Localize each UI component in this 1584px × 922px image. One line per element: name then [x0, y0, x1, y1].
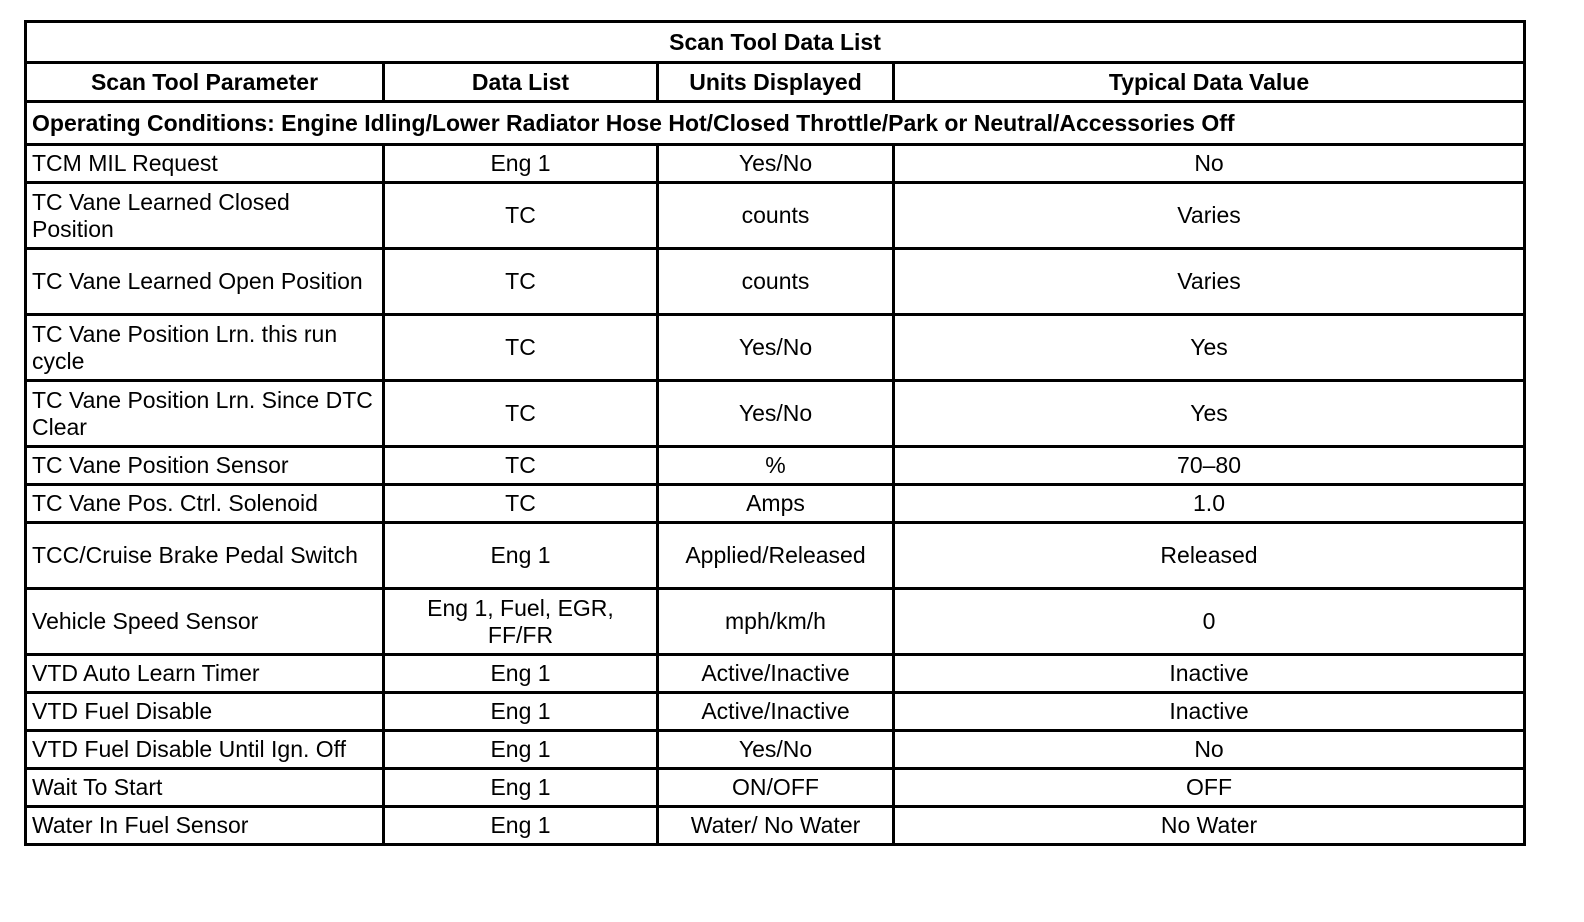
cell-data-list: TC: [384, 249, 658, 315]
cell-units: Yes/No: [658, 381, 894, 447]
table-row: [26, 249, 1525, 315]
table-row: [26, 183, 1525, 249]
cell-units: mph/km/h: [658, 589, 894, 655]
cell-parameter: TC Vane Position Sensor: [26, 447, 384, 485]
cell-typical-value: No: [894, 145, 1525, 183]
cell-data-list: TC: [384, 315, 658, 381]
table-row: [26, 381, 1525, 447]
cell-units: ON/OFF: [658, 769, 894, 807]
cell-typical-value: No: [894, 731, 1525, 769]
cell-data-list: TC: [384, 183, 658, 249]
table-row: [26, 769, 1525, 807]
cell-units: Yes/No: [658, 731, 894, 769]
table-title: Scan Tool Data List: [26, 22, 1525, 63]
cell-units: counts: [658, 249, 894, 315]
cell-typical-value: 0: [894, 589, 1525, 655]
cell-typical-value: Released: [894, 523, 1525, 589]
operating-conditions-row: [26, 102, 1525, 145]
cell-typical-value: Inactive: [894, 693, 1525, 731]
cell-units: Yes/No: [658, 145, 894, 183]
table-header-row: [26, 63, 1525, 102]
cell-units: Amps: [658, 485, 894, 523]
cell-data-list: Eng 1: [384, 731, 658, 769]
cell-typical-value: Varies: [894, 249, 1525, 315]
cell-parameter: TC Vane Position Lrn. Since DTC Clear: [26, 381, 384, 447]
cell-data-list: TC: [384, 381, 658, 447]
scan-tool-data-table: [24, 20, 1526, 846]
table-row: [26, 145, 1525, 183]
header-data-list: Data List: [384, 63, 658, 102]
cell-units: Yes/No: [658, 315, 894, 381]
cell-parameter: Wait To Start: [26, 769, 384, 807]
cell-data-list: Eng 1: [384, 523, 658, 589]
cell-parameter: VTD Auto Learn Timer: [26, 655, 384, 693]
table-row: [26, 655, 1525, 693]
cell-typical-value: Inactive: [894, 655, 1525, 693]
cell-data-list: Eng 1: [384, 145, 658, 183]
operating-conditions: Operating Conditions: Engine Idling/Lower Radiator Hose Hot/Closed Throttle/Park or Neutral/Accessories Off: [26, 102, 1525, 145]
cell-parameter: VTD Fuel Disable Until Ign. Off: [26, 731, 384, 769]
table-row: [26, 693, 1525, 731]
cell-units: Active/Inactive: [658, 655, 894, 693]
cell-data-list: Eng 1: [384, 807, 658, 845]
cell-parameter: TC Vane Pos. Ctrl. Solenoid: [26, 485, 384, 523]
table-title-row: [26, 22, 1525, 63]
cell-parameter: TCM MIL Request: [26, 145, 384, 183]
cell-data-list: Eng 1: [384, 693, 658, 731]
cell-typical-value: No Water: [894, 807, 1525, 845]
header-units-displayed: Units Displayed: [658, 63, 894, 102]
cell-typical-value: Varies: [894, 183, 1525, 249]
cell-parameter: VTD Fuel Disable: [26, 693, 384, 731]
cell-units: counts: [658, 183, 894, 249]
cell-parameter: Vehicle Speed Sensor: [26, 589, 384, 655]
table-row: [26, 485, 1525, 523]
cell-data-list: TC: [384, 447, 658, 485]
cell-units: Applied/Released: [658, 523, 894, 589]
table-row: [26, 807, 1525, 845]
cell-data-list: Eng 1, Fuel, EGR, FF/FR: [384, 589, 658, 655]
cell-parameter: TC Vane Learned Open Position: [26, 249, 384, 315]
cell-parameter: TCC/Cruise Brake Pedal Switch: [26, 523, 384, 589]
table-row: [26, 523, 1525, 589]
header-scan-tool-parameter: Scan Tool Parameter: [26, 63, 384, 102]
document-page: [24, 20, 1523, 846]
cell-units: %: [658, 447, 894, 485]
cell-data-list: TC: [384, 485, 658, 523]
table-row: [26, 315, 1525, 381]
cell-typical-value: Yes: [894, 315, 1525, 381]
cell-units: Active/Inactive: [658, 693, 894, 731]
cell-typical-value: 70–80: [894, 447, 1525, 485]
cell-typical-value: 1.0: [894, 485, 1525, 523]
cell-parameter: TC Vane Learned Closed Position: [26, 183, 384, 249]
cell-parameter: Water In Fuel Sensor: [26, 807, 384, 845]
cell-typical-value: OFF: [894, 769, 1525, 807]
cell-data-list: Eng 1: [384, 655, 658, 693]
cell-data-list: Eng 1: [384, 769, 658, 807]
cell-units: Water/ No Water: [658, 807, 894, 845]
table-row: [26, 447, 1525, 485]
header-typical-data-value: Typical Data Value: [894, 63, 1525, 102]
cell-parameter: TC Vane Position Lrn. this run cycle: [26, 315, 384, 381]
table-row: [26, 589, 1525, 655]
cell-typical-value: Yes: [894, 381, 1525, 447]
table-row: [26, 731, 1525, 769]
